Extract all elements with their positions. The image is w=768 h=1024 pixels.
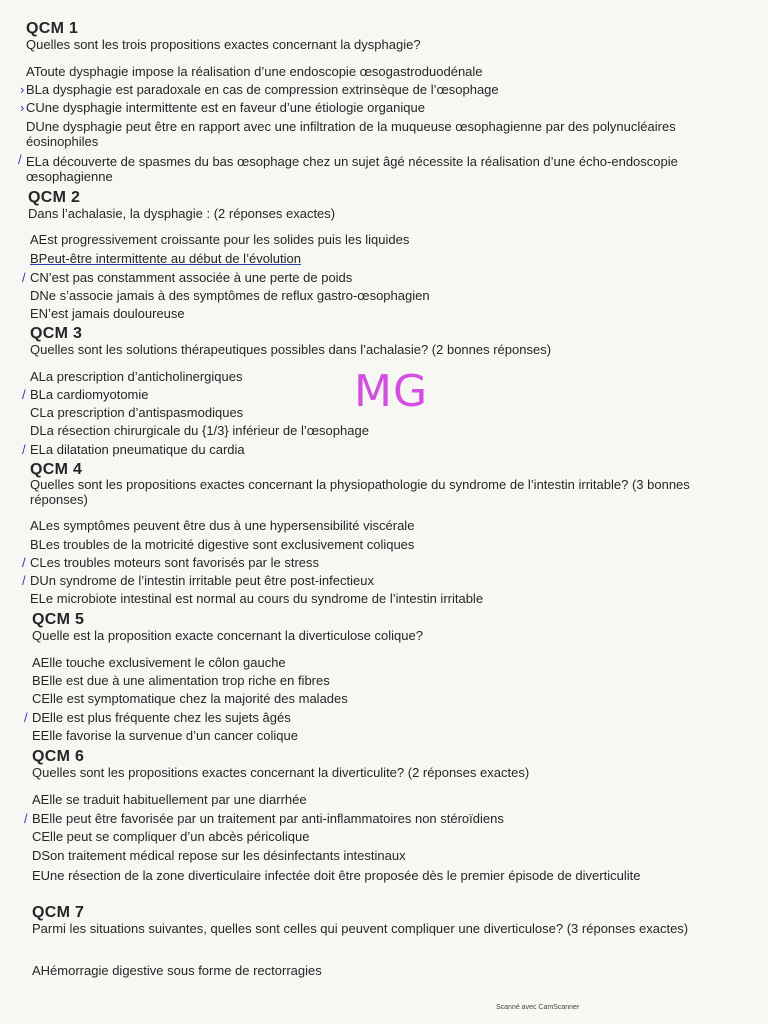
qcm-4-option-e: ELe microbiote intestinal est normal au cours du syndrome de l’intestin irritable [30, 591, 484, 606]
qcm-3-question: Quelles sont les solutions thérapeutiques possibles dans l’achalasie? (2 bonnes réponses) [30, 342, 552, 357]
qcm-1-option-b: BLa dysphagie est paradoxale en cas de compression extrinsèque de l’œsophage [26, 82, 499, 97]
qcm-5-title: QCM 5 [32, 611, 85, 628]
hand-mark: / [22, 555, 26, 570]
qcm-2-title: QCM 2 [28, 189, 81, 206]
hand-mark: / [22, 387, 26, 402]
qcm-4-option-a: ALes symptômes peuvent être dus à une hypersensibilité viscérale [30, 518, 415, 533]
qcm-2-option-d: DNe s’associe jamais à des symptômes de reflux gastro-œsophagien [30, 288, 430, 303]
hand-mark: / [18, 152, 22, 167]
qcm-2-option-e: EN’est jamais douloureuse [30, 306, 185, 321]
qcm-6-title: QCM 6 [32, 748, 85, 765]
qcm-1-option-d: DUne dysphagie peut être en rapport avec une infiltration de la muqueuse œsophagienne par des polynucléaires éosinophiles [26, 119, 676, 149]
hand-mark: / [24, 811, 28, 826]
qcm-3-option-e: ELa dilatation pneumatique du cardia [30, 442, 245, 457]
qcm-3-option-d: DLa résection chirurgicale du {1/3} inférieur de l’œsophage [30, 423, 369, 438]
qcm-4-option-b: BLes troubles de la motricité digestive sont exclusivement coliques [30, 537, 415, 552]
qcm-7-title: QCM 7 [32, 904, 85, 921]
qcm-5-option-e: EElle favorise la survenue d’un cancer colique [32, 728, 298, 743]
qcm-4-option-d: DUn syndrome de l’intestin irritable peut être post-infectieux [30, 573, 374, 588]
hand-mark: / [24, 710, 28, 725]
hand-mark: › [20, 100, 25, 115]
qcm-1-option-c: CUne dysphagie intermittente est en faveur d’une étiologie organique [26, 100, 425, 115]
qcm-1-title: QCM 1 [26, 20, 79, 37]
qcm-5-option-b: BElle est due à une alimentation trop riche en fibres [32, 673, 330, 688]
qcm-6-option-d: DSon traitement médical repose sur les désinfectants intestinaux [32, 848, 406, 863]
qcm-3-option-c: CLa prescription d’antispasmodiques [30, 405, 244, 420]
qcm-4-question: Quelles sont les propositions exactes concernant la physiopathologie du syndrome de l’intestin irritable? (3 bonnes réponses) [30, 477, 690, 507]
qcm-1-option-e: ELa découverte de spasmes du bas œsophage chez un sujet âgé nécessite la réalisation d’une écho-endoscopie œsophagienne [26, 154, 678, 184]
hand-mark: / [22, 442, 26, 457]
qcm-6-option-a: AElle se traduit habituellement par une diarrhée [32, 792, 307, 807]
qcm-2-option-c: CN’est pas constamment associée à une perte de poids [30, 270, 353, 285]
qcm-3-option-a: ALa prescription d’anticholinergiques [30, 369, 243, 384]
qcm-6-question: Quelles sont les propositions exactes concernant la diverticulite? (2 réponses exactes) [32, 765, 530, 780]
qcm-2-question: Dans l’achalasie, la dysphagie : (2 réponses exactes) [28, 206, 336, 221]
qcm-6-option-b: BElle peut être favorisée par un traitement par anti-inflammatoires non stéroïdiens [32, 811, 504, 826]
hand-mark: / [22, 270, 26, 285]
qcm-1-question: Quelles sont les trois propositions exactes concernant la dysphagie? [26, 37, 421, 52]
qcm-5-question: Quelle est la proposition exacte concernant la diverticulose colique? [32, 628, 423, 643]
qcm-5-option-c: CElle est symptomatique chez la majorité des malades [32, 691, 348, 706]
scanner-footer: Scanné avec CamScanner [496, 1004, 580, 1011]
qcm-2-option-a: AEst progressivement croissante pour les solides puis les liquides [30, 232, 410, 247]
qcm-6-option-e: EUne résection de la zone diverticulaire infectée doit être proposée dès le premier épisode de diverticulite [32, 868, 641, 883]
mg-watermark: MG [354, 366, 429, 417]
hand-mark: › [20, 82, 25, 97]
qcm-6-option-c: CElle peut se compliquer d’un abcès péricolique [32, 829, 310, 844]
qcm-7-option-a: AHémorragie digestive sous forme de rectorragies [32, 963, 322, 978]
qcm-2-option-b: BPeut-être intermittente au début de l’évolution [30, 251, 302, 266]
qcm-4-title: QCM 4 [30, 461, 83, 478]
qcm-1-option-a: AToute dysphagie impose la réalisation d’une endoscopie œsogastroduodénale [26, 64, 483, 79]
qcm-3-option-b: BLa cardiomyotomie [30, 387, 149, 402]
qcm-5-option-d: DElle est plus fréquente chez les sujets âgés [32, 710, 291, 725]
hand-mark: / [22, 573, 26, 588]
qcm-7-question: Parmi les situations suivantes, quelles sont celles qui peuvent compliquer une diverticulose? (3 réponses exactes) [32, 921, 689, 936]
qcm-3-title: QCM 3 [30, 325, 83, 342]
qcm-4-option-c: CLes troubles moteurs sont favorisés par le stress [30, 555, 320, 570]
qcm-5-option-a: AElle touche exclusivement le côlon gauche [32, 655, 286, 670]
